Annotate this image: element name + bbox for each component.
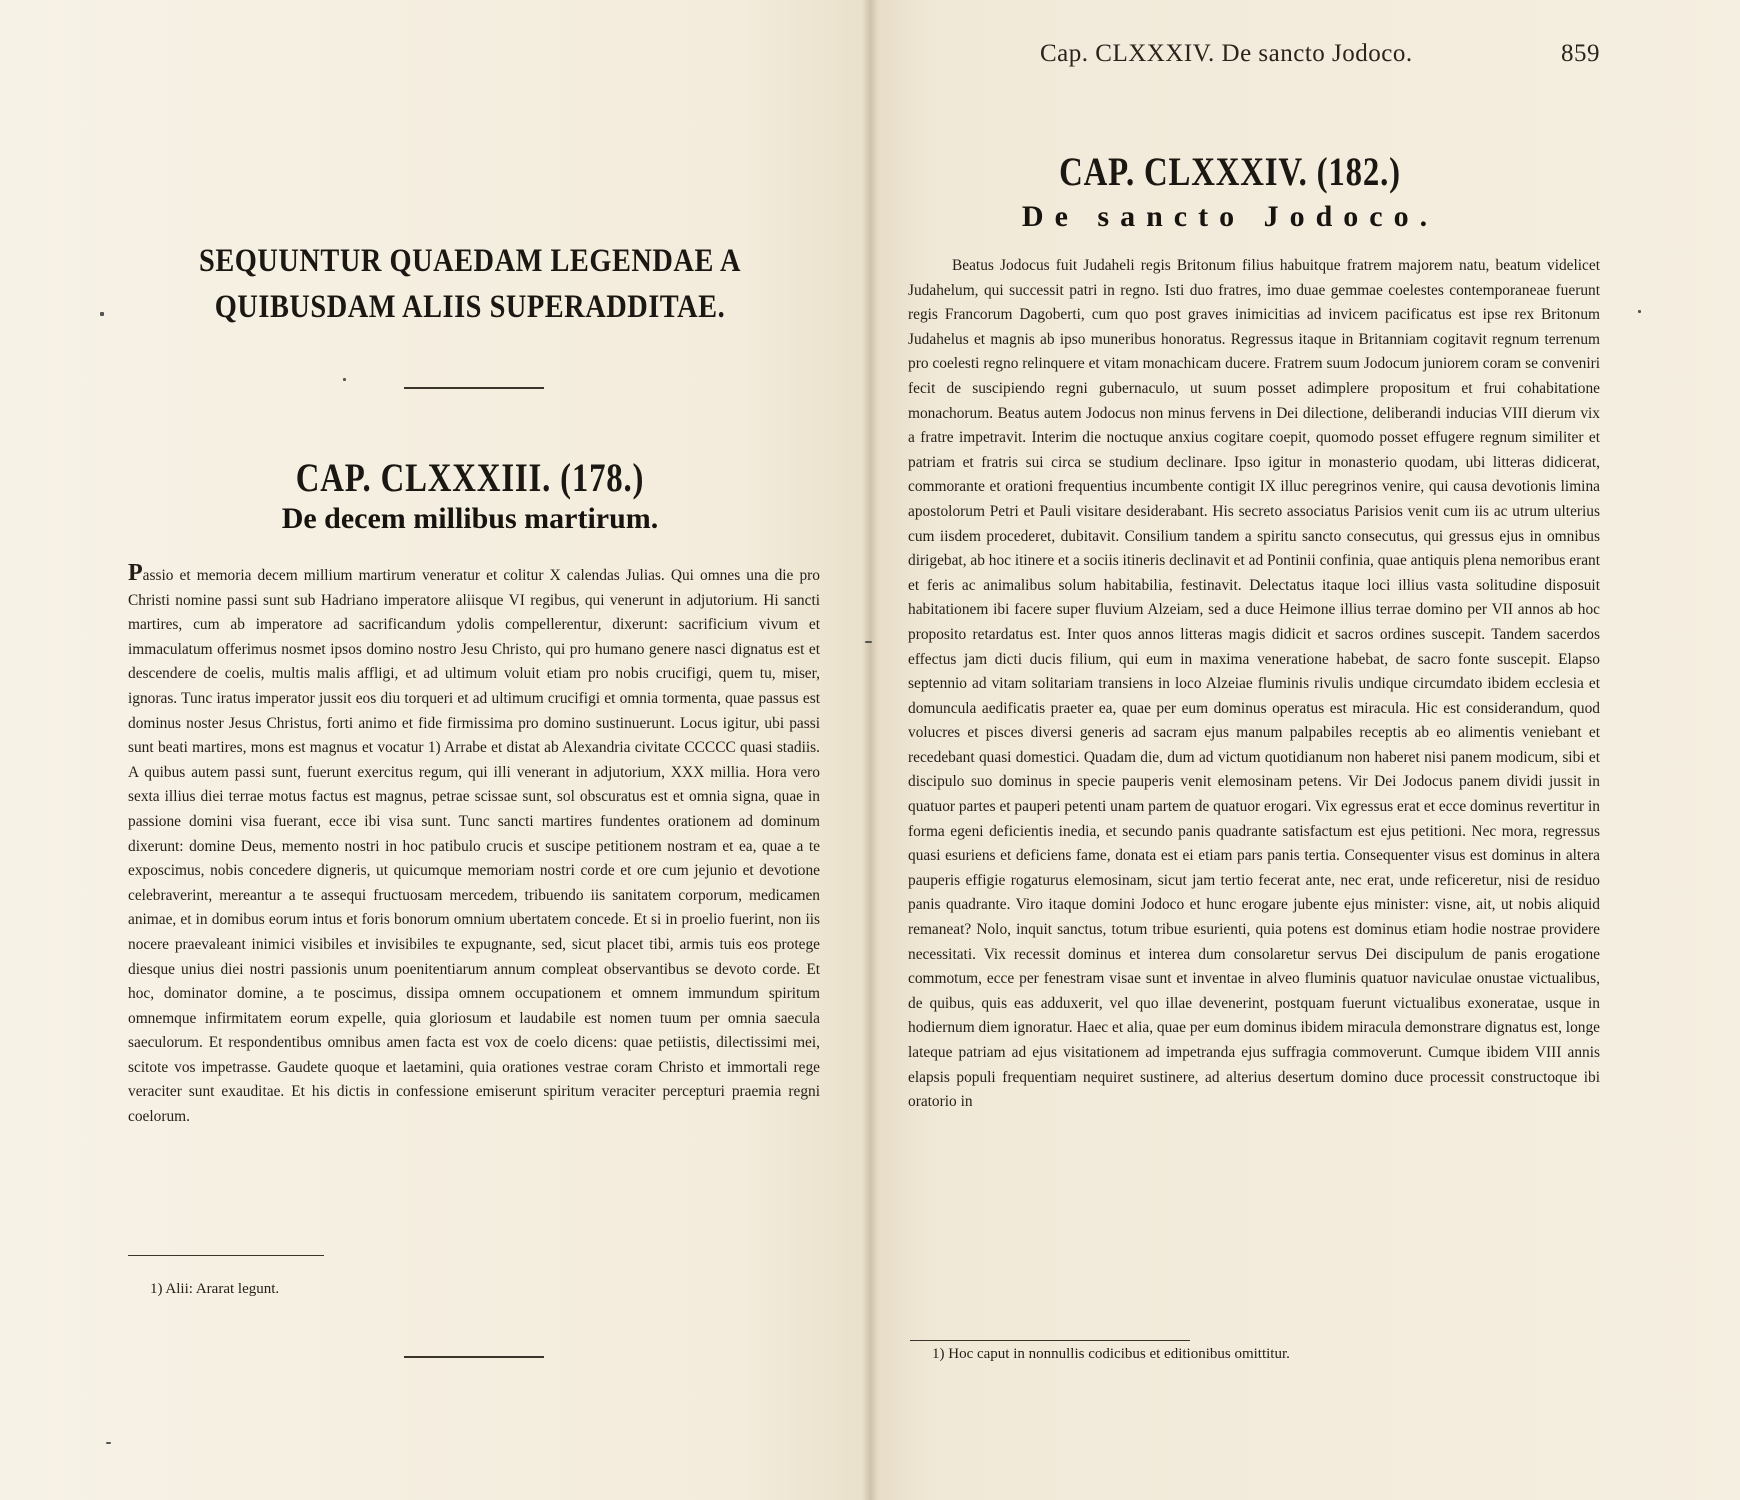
margin-mark — [343, 378, 346, 381]
footnote: 1) Hoc caput in nonnullis codicibus et editionibus omittitur. — [932, 1346, 1290, 1362]
margin-mark — [106, 1442, 111, 1444]
margin-mark — [1638, 310, 1641, 313]
footnote-rule — [128, 1255, 324, 1256]
section-heading: SEQUUNTUR QUAEDAM LEGENDAE A QUIBUSDAM ALIIS SUPERADDITAE. — [199, 243, 741, 325]
footnote: 1) Alii: Ararat legunt. — [150, 1281, 280, 1297]
chapter-text: assio et memoria decem millium martirum veneratur et colitur X calendas Julias. Qui omnes una die pro Christi nomine passi sunt sub Hadriano imperatore aliisque VI regibus, qui venerunt in adjutorium. Hi sancti martires, cum ab imperatore ad sacrificandum ydolis compellerentur, dixerunt: sacrificium vivum et immaculatum offerimus nosmet ipsos domino nostro Jesu Christo, qui pro humano genere nasci dignatus est et descendere de coelis, multis malis affligi, et ad ultimum voluit etiam pro nobis crucifigi, quem tu, miser, ignoras. Tunc iratus imperator jussit eos diu torqueri et ad ultimum crucifigi et omnia tormenta, quae passus est dominus noster Jesus Christus, forti animo et fide firmissima pro domino sustinuerunt. Locus igitur, ubi passi sunt beati martires, mons est magnus et vocatur 1) Arrabe et distat ab Alexandria civitate CCCCC quasi stadiis. A quibus autem passi sunt, fuerunt exercitus regum, qui illi venerant in adjutorium, XXX millia. Hora vero sexta illius diei terrae motus factus est magnus, petrae scissae sunt, sol obscuratus est et omnia signa, quae in passione domini visa fuerant, ecce ibi visa sunt. Tunc sancti martires fundentes orationem ad dominum dixerunt: domine Deus, memento nostri in hoc patibulo crucis et suscipe petitionem nostram et ea, quae a te exposcimus, nobis concedere digneris, ut quicumque memoriam nostri corde et ore cum jejunio et devotione celebraverint, mereantur a te assequi fructuosam mercedem, tribuendo iis sanitatem corporum, medicamen animae, et in domibus eorum intus et foris bonorum omnium ubertatem concede. Et si in proelio fuerint, non iis nocere praevaleant inimici visibiles et invisibiles te expugnante, sed, sicut placet tibi, armis tuis eos protege diesque unius diei nostri passionis unum poenitentiarum annum compleat observantibus se devoto corde. Et hoc, dominator domine, a te poscimus, dissipa omnem occupationem et omnem immundum spiritum omnemque infirmitatem eorum expelle, quia gloriosum et laudabile est nomen tuum per omnia saecula saeculorum. Et respondentibus omnibus amen facta est vox de coelo dicens: quae petiistis, dilectissimi mei, scitote vos impetrasse. Gaudete quoque et laetamini, quia orationes vestrae coram Christo et immortali rege veraciter sunt exauditae. Et his dictis in confessione emiserunt spiritum veraciter percepturi praemia regni coelorum. — [128, 567, 820, 1126]
chapter-title: De sancto Jodoco. — [1021, 200, 1439, 233]
drop-cap: P — [128, 560, 143, 586]
footnote-rule — [910, 1340, 1190, 1341]
chapter-number: CAP. CLXXXIII. (178.) — [295, 455, 645, 500]
chapter-body — [128, 561, 820, 1130]
chapter-text: Beatus Jodocus fuit Judaheli regis Britonum filius habuitque fratrem majorem natu, beatum videlicet Judahelum, qui successit patri in regno. Isti duo fratres, imo duae gemmae coelestes contemporaneae fuerunt regis Francorum Dagoberti, cum quo post graves inimicitias ad invicem pacificatus est ipse rex Britonum Judahelus et magnis ab ipso muneribus honoratus. Regressus itaque in Britanniam cogitavit regnum terrenum pro coelesti regno relinquere et vitam monachicam ducere. Fratrem suum Jodocum juniorem coram se conveniri fecit de suscipiendo regni gubernaculo, ut suum posset adimplere propositum et frui cohabitatione monachorum. Beatus autem Jodocus non minus fervens in Dei dilectione, deliberandi inducias VIII dierum vix a fratre impetravit. Interim die noctuque anxius cogitare coepit, quomodo posset effugere regnum similiter et patriam et fratris sui circa se studium declinare. Ipso igitur in monasterio quodam, ubi litteras didicerat, commorante et orationi frequentius incumbente contigit IX illuc peregrinos venire, qui causa devotionis limina apostolorum Petri et Pauli visitare desiderabant. His secreto associatus Parisios venit cum iis ac utrum ulterius cum iisdem procederet, dubitavit. Consilium tandem a spiritu sancto consecutus, qui gressus ejus in omnibus dirigebat, ab hoc itinere et a sociis itineris declinavit et ad Pontinii confinia, quae antiquis plena nemoribus erant et feris ac animalibus solum habitabilia, festinavit. Delectatus itaque loci illius vasta solitudine disposuit habitationem ibi facere super fluvium Alzeiam, sed a duce Heimone illius terrae domino per VII annos ab hoc proposito retardatus est. Inter quos annos litteras magis didicit et sacros ordines suscepit. Tandem sacerdos effectus jam dicti ducis filium, qui eum in maxima veneratione habebat, de sacro fonte suscepit. Elapso septennio ad vitam solitariam transiens in loco Alzeiae fluminis rivulis undique circumdato ibidem ecclesia et domuncula aedificatis praeter ea, quae per eum dominus operatus est miracula. Hic est considerandum, quod volucres et pisces diversi generis ad sacram ejus manum palpabiles receptis ab eo alimentis veniebant et recedebant quasi domestici. Quadam die, dum ad victum quotidianum non haberet nisi panem modicum, sibi et discipulo suo dominus in specie pauperis venit elemosinam petens. Vir Dei Jodocus panem dividi jussit in quatuor partes et pauperi petenti unam partem de quatuor erogari. Vix egressus erat et ecce dominus revertitur in forma egeni deficientis inedia, et secundo panis quadrante satisfactum est ejus petitioni. Nec mora, regressus quasi esuriens et deficiens fame, donata est ei etiam pars panis tertia. Consequenter visus est dominus in altera pauperis effigie rogaturus elemosinam, sicut jam tertio fecerat ante, nec erat, unde reficeretur, nisi de residuo panis quadrante. Viro itaque domini Jodoco et hunc erogare jubente ejus minister: visne, ait, ut nobis aliquid remaneat? Nolo, inquit sanctus, totum tribue esurienti, quia potens est dominus etiam hodie nostrae providere necessitati. Vix recessit dominus et interea dum consolaretur servus Dei discipulum de panis erogatione commotum, ecce per fenestram visae sunt et inventae in alveo fluminis quatuor naviculae onustae victualibus, de quibus, quis eas adduxerit, vel quo illae devenerint, postquam fuerunt victualibus exoneratae, usque in hodiernum diem ignoratur. Haec et alia, quae per eum dominus ibidem miracula demonstrare dignatus est, longe lateque patriam ad ejus visitationem ad impetranda ejus suffragia commoverunt. Cumque ibidem VIII annis elapsis populi frequentiam nequiret sustinere, ad alterius desertum domino duce processit constructoque ibi oratorio in — [908, 257, 1600, 1111]
chapter-body — [908, 254, 1600, 1115]
running-head-title: Cap. CLXXXIV. De sancto Jodoco. — [1040, 40, 1413, 67]
book-gutter — [862, 0, 878, 1500]
page-number: 859 — [1561, 40, 1600, 67]
end-rule — [404, 1356, 544, 1358]
chapter-title: De decem millibus martirum. — [281, 502, 659, 535]
chapter-number: CAP. CLXXXIV. (182.) — [1059, 149, 1401, 194]
margin-mark — [100, 312, 104, 316]
section-rule — [404, 387, 544, 389]
chapter-paragraph — [128, 561, 820, 1130]
